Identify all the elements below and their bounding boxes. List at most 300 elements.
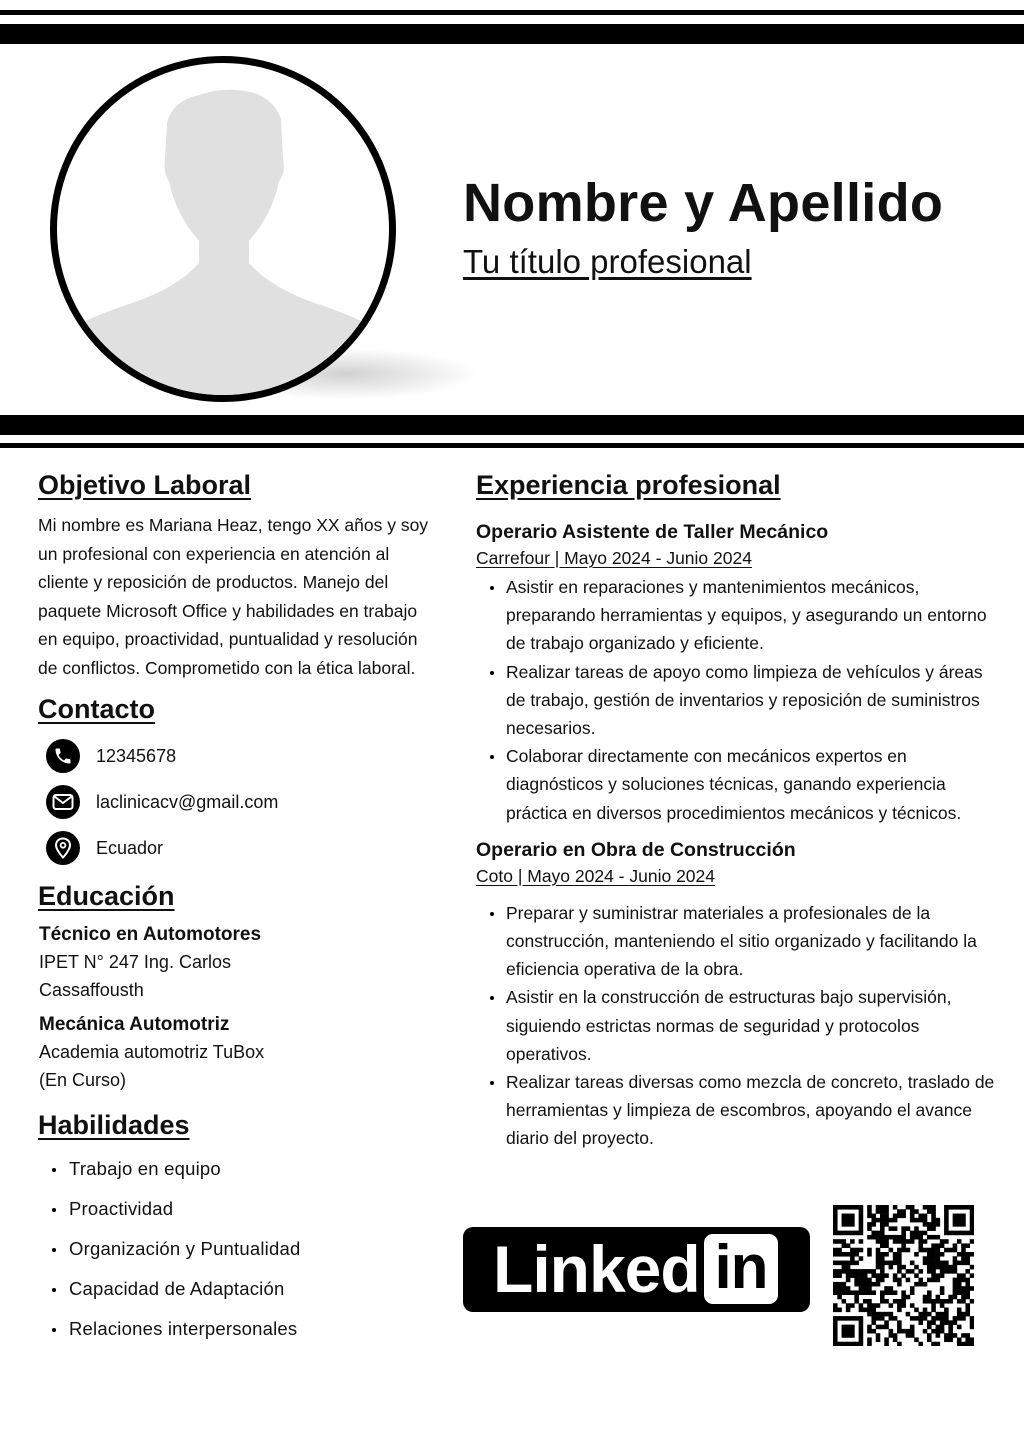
qr-module [854,1282,859,1287]
qr-module [846,1218,851,1223]
qr-module [944,1239,949,1244]
qr-module [876,1239,881,1244]
qr-module [859,1256,864,1261]
qr-module [944,1261,949,1266]
qr-module [846,1303,851,1308]
qr-module [833,1248,838,1253]
qr-module [833,1286,838,1291]
qr-module [931,1218,936,1223]
qr-module [923,1295,928,1300]
qr-module [965,1278,970,1283]
qr-module [884,1342,889,1346]
qr-module [918,1214,923,1219]
qr-module [897,1303,902,1308]
qr-module [965,1295,970,1300]
qr-module [833,1226,838,1231]
qr-module [927,1299,932,1304]
skill-item: Relaciones interpersonales [52,1315,438,1355]
qr-code-icon[interactable] [833,1205,974,1346]
qr-module [871,1282,876,1287]
qr-module [961,1278,966,1283]
qr-module [906,1269,911,1274]
qr-module [833,1320,838,1325]
qr-module [944,1312,949,1317]
qr-module [957,1282,962,1287]
qr-module [876,1248,881,1253]
qr-module [923,1218,928,1223]
qr-module [859,1320,864,1325]
qr-module [880,1325,885,1330]
qr-module [880,1295,885,1300]
qr-module [940,1320,945,1325]
qr-module [961,1222,966,1227]
qr-module [837,1269,842,1274]
job-bullets [490,573,996,827]
qr-module [833,1342,838,1346]
qr-module [859,1342,864,1346]
qr-module [918,1235,923,1240]
qr-module [846,1316,851,1321]
qr-module [833,1290,838,1295]
qr-module [880,1316,885,1321]
qr-module [970,1218,974,1223]
qr-module [936,1295,941,1300]
qr-module [923,1308,928,1313]
qr-module [914,1231,919,1236]
qr-module [846,1269,851,1274]
qr-module [940,1265,945,1270]
job-bullet: Preparar y suministrar materiales a profesionales de la construcción, manteniendo el sitio organizado y facilitando la eficiencia operativa de la obra. [490,899,996,984]
qr-module [906,1205,911,1210]
qr-module [901,1231,906,1236]
contact-phone [38,733,438,779]
skill-item: Organización y Puntualidad [52,1235,438,1275]
qr-module [876,1218,881,1223]
qr-module [863,1308,868,1313]
qr-module [927,1333,932,1338]
qr-module [846,1333,851,1338]
qr-module [910,1261,915,1266]
qr-module [854,1205,859,1210]
contacto-heading: Contacto [38,694,155,724]
qr-module [833,1231,838,1236]
qr-module [927,1205,932,1210]
qr-module [944,1265,949,1270]
qr-module [914,1209,919,1214]
qr-module [884,1214,889,1219]
qr-module [867,1222,872,1227]
qr-module [871,1329,876,1334]
qr-module [931,1226,936,1231]
qr-module [876,1231,881,1236]
qr-module [842,1222,847,1227]
qr-module [876,1256,881,1261]
qr-module [880,1269,885,1274]
skill-item: Trabajo en equipo [52,1155,438,1195]
qr-module [876,1337,881,1342]
edu-item-1 [38,924,438,1004]
qr-module [854,1231,859,1236]
qr-module [906,1226,911,1231]
qr-module [940,1303,945,1308]
qr-module [880,1235,885,1240]
qr-module [901,1295,906,1300]
qr-module [944,1337,949,1342]
qr-module [936,1325,941,1330]
qr-module [944,1333,949,1338]
qr-module [936,1342,941,1346]
qr-module [842,1333,847,1338]
qr-module [880,1231,885,1236]
qr-module [846,1261,851,1266]
qr-module [859,1278,864,1283]
email-address: laclinicacv@gmail.com [96,791,279,812]
qr-module [880,1261,885,1266]
qr-module [867,1337,872,1342]
edu-line: IPET N° 247 Ing. Carlos [39,952,231,972]
qr-module [833,1325,838,1330]
qr-module [867,1278,872,1283]
qr-module [927,1295,932,1300]
qr-module [953,1205,958,1210]
qr-module [897,1235,902,1240]
qr-module [936,1333,941,1338]
qr-module [965,1243,970,1248]
qr-module [910,1333,915,1338]
qr-module [961,1273,966,1278]
qr-module [842,1342,847,1346]
qr-module [944,1269,949,1274]
phone-icon [46,739,80,773]
qr-module [906,1312,911,1317]
qr-module [850,1269,855,1274]
qr-module [859,1205,864,1210]
qr-module [837,1342,842,1346]
qr-module [936,1261,941,1266]
qr-module [850,1303,855,1308]
qr-module [965,1269,970,1274]
qr-module [965,1308,970,1313]
qr-module [893,1290,898,1295]
qr-module [850,1325,855,1330]
qr-module [897,1329,902,1334]
qr-module [970,1325,974,1330]
qr-module [931,1303,936,1308]
qr-module [918,1248,923,1253]
qr-module [970,1239,974,1244]
qr-module [897,1214,902,1219]
qr-module [923,1214,928,1219]
qr-module [833,1218,838,1223]
qr-module [846,1329,851,1334]
qr-module [842,1239,847,1244]
qr-module [940,1273,945,1278]
qr-module [833,1316,838,1321]
top-bar-thick [0,24,1024,44]
qr-module [918,1342,923,1346]
qr-module [961,1248,966,1253]
qr-module [837,1308,842,1313]
qr-module [850,1222,855,1227]
qr-module [833,1209,838,1214]
qr-module [876,1205,881,1210]
qr-module [906,1248,911,1253]
qr-module [961,1312,966,1317]
qr-module [897,1261,902,1266]
qr-module [910,1239,915,1244]
qr-module [854,1278,859,1283]
qr-module [837,1295,842,1300]
qr-module [846,1325,851,1330]
qr-module [854,1316,859,1321]
qr-module [914,1273,919,1278]
habilidades-heading: Habilidades [38,1110,190,1140]
qr-module [970,1222,974,1227]
qr-module [880,1273,885,1278]
qr-module [837,1290,842,1295]
qr-module [906,1329,911,1334]
qr-module [953,1231,958,1236]
qr-module [953,1261,958,1266]
qr-module [833,1269,838,1274]
qr-module [842,1265,847,1270]
qr-module [837,1239,842,1244]
qr-module [880,1252,885,1257]
qr-module [961,1205,966,1210]
qr-module [871,1303,876,1308]
qr-module [867,1286,872,1291]
qr-module [918,1312,923,1317]
qr-module [901,1226,906,1231]
qr-module [867,1214,872,1219]
qr-module [871,1312,876,1317]
qr-module [897,1299,902,1304]
qr-module [953,1222,958,1227]
qr-module [923,1205,928,1210]
qr-module [901,1265,906,1270]
qr-module [837,1231,842,1236]
qr-module [936,1235,941,1240]
qr-module [867,1299,872,1304]
qr-module [867,1303,872,1308]
qr-module [889,1265,894,1270]
qr-module [842,1286,847,1291]
qr-module [833,1252,838,1257]
qr-module [923,1329,928,1334]
qr-module [957,1278,962,1283]
qr-module [876,1325,881,1330]
qr-module [876,1312,881,1317]
qr-module [953,1265,958,1270]
qr-module [893,1218,898,1223]
qr-module [914,1337,919,1342]
qr-module [914,1252,919,1257]
qr-module [871,1235,876,1240]
qr-module [953,1214,958,1219]
qr-module [880,1243,885,1248]
qr-module [863,1299,868,1304]
qr-module [846,1342,851,1346]
qr-module [842,1252,847,1257]
qr-module [833,1303,838,1308]
qr-module [944,1316,949,1321]
qr-module [970,1273,974,1278]
qr-module [970,1286,974,1291]
qr-module [833,1333,838,1338]
qr-module [850,1316,855,1321]
qr-module [965,1252,970,1257]
job-bullets [490,899,996,1153]
job-company-dates: Coto | Mayo 2024 - Junio 2024 [476,865,716,886]
qr-module [850,1239,855,1244]
linkedin-logo[interactable] [463,1227,810,1312]
qr-module [927,1312,932,1317]
qr-module [893,1273,898,1278]
qr-module [880,1209,885,1214]
qr-module [936,1329,941,1334]
qr-module [884,1273,889,1278]
qr-module [884,1261,889,1266]
qr-module [876,1235,881,1240]
qr-module [884,1299,889,1304]
qr-module [897,1209,902,1214]
qr-module [936,1273,941,1278]
qr-module [859,1337,864,1342]
qr-module [901,1214,906,1219]
qr-module [970,1320,974,1325]
qr-module [880,1214,885,1219]
qr-module [884,1205,889,1210]
job-bullet: Asistir en reparaciones y mantenimientos mecánicos, preparando herramientas y equipos, y asegurando un entorno de trabajo organizado y eficiente. [490,573,996,658]
qr-module [837,1248,842,1253]
qr-module [842,1205,847,1210]
qr-module [842,1269,847,1274]
qr-module [854,1261,859,1266]
qr-module [867,1282,872,1287]
qr-module [918,1231,923,1236]
qr-module [833,1222,838,1227]
qr-module [927,1265,932,1270]
qr-module [842,1316,847,1321]
qr-module [884,1320,889,1325]
qr-module [833,1308,838,1313]
qr-module [957,1239,962,1244]
qr-module [923,1299,928,1304]
qr-module [889,1286,894,1291]
qr-module [931,1329,936,1334]
qr-module [893,1316,898,1321]
qr-module [970,1209,974,1214]
qr-module [846,1231,851,1236]
qr-module [910,1231,915,1236]
edu-line: Academia automotriz TuBox [39,1042,265,1062]
qr-module [906,1333,911,1338]
qr-module [901,1239,906,1244]
qr-module [863,1290,868,1295]
qr-module [961,1316,966,1321]
qr-module [897,1320,902,1325]
qr-module [927,1269,932,1274]
qr-module [833,1239,838,1244]
qr-module [948,1231,953,1236]
qr-module [936,1299,941,1304]
qr-module [889,1333,894,1338]
qr-module [918,1278,923,1283]
qr-module [846,1278,851,1283]
qr-module [957,1325,962,1330]
qr-module [957,1205,962,1210]
qr-module [965,1342,970,1346]
qr-module [957,1308,962,1313]
qr-module [953,1248,958,1253]
qr-module [965,1205,970,1210]
qr-module [859,1218,864,1223]
qr-module [850,1205,855,1210]
qr-module [893,1261,898,1266]
qr-module [918,1243,923,1248]
qr-module [859,1209,864,1214]
qr-module [957,1337,962,1342]
qr-module [931,1342,936,1346]
qr-module [880,1226,885,1231]
qr-module [871,1320,876,1325]
qr-module [940,1261,945,1266]
qr-module [842,1325,847,1330]
qr-module [927,1226,932,1231]
qr-module [897,1256,902,1261]
qr-module [897,1252,902,1257]
qr-module [859,1222,864,1227]
qr-module [893,1278,898,1283]
qr-module [957,1342,962,1346]
qr-module [940,1252,945,1257]
qr-module [876,1278,881,1283]
qr-module [940,1290,945,1295]
qr-module [970,1337,974,1342]
qr-module [846,1290,851,1295]
qr-module [940,1286,945,1291]
qr-module [884,1209,889,1214]
qr-module [953,1269,958,1274]
qr-module [897,1248,902,1253]
qr-module [906,1278,911,1283]
qr-module [889,1290,894,1295]
qr-module [948,1325,953,1330]
contact-location [38,825,438,871]
qr-module [927,1320,932,1325]
qr-module [923,1261,928,1266]
qr-module [859,1308,864,1313]
qr-module [842,1290,847,1295]
qr-module [940,1325,945,1330]
qr-module [970,1226,974,1231]
mid-bar-thick [0,415,1024,435]
qr-module [927,1222,932,1227]
qr-module [927,1278,932,1283]
qr-module [846,1214,851,1219]
qr-module [859,1226,864,1231]
qr-module [931,1252,936,1257]
qr-module [961,1218,966,1223]
qr-module [931,1269,936,1274]
qr-module [854,1342,859,1346]
qr-module [923,1282,928,1287]
qr-module [918,1316,923,1321]
qr-module [936,1222,941,1227]
qr-module [931,1243,936,1248]
job-1 [476,521,996,827]
profile-photo [50,56,396,402]
